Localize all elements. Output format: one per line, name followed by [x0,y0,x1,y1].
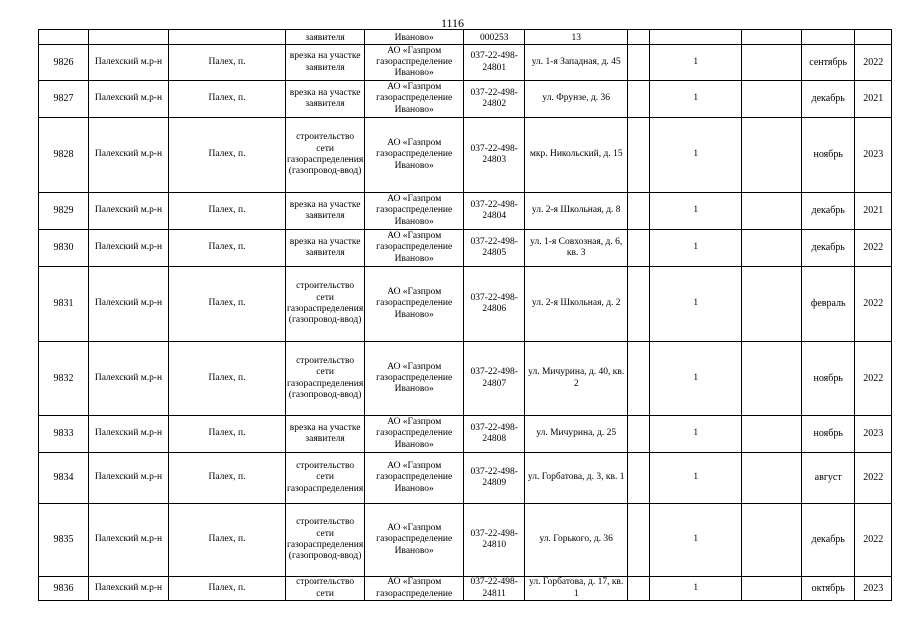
cell-settlement: Палех, п. [169,193,286,230]
cell-year: 2023 [855,118,892,193]
table-row [39,81,892,118]
cell-settlement [169,30,286,45]
cell-district: Палехский м.р-н [89,118,169,193]
cell-qty: 1 [650,504,742,577]
cell-org: АО «Газпром газораспределение Иваново» [365,504,464,577]
cell-blank [628,504,650,577]
cell-org: АО «Газпром газораспределение Иваново» [365,342,464,416]
cell-settlement: Палех, п. [169,230,286,267]
cell-district: Палехский м.р-н [89,416,169,453]
cell-address: ул. 1-я Совхозная, д. 6, кв. 3 [525,230,628,267]
cell-id: 9835 [39,504,89,577]
cell-settlement: Палех, п. [169,577,286,601]
cell-blank [742,416,802,453]
cell-district: Палехский м.р-н [89,81,169,118]
cell-settlement: Палех, п. [169,267,286,342]
cell-work-type: строительство сети газораспределения (газопровод-ввод) [286,267,365,342]
cell-year: 2022 [855,45,892,81]
cell-org: АО «Газпром газораспределение Иваново» [365,453,464,504]
cell-work-type: строительство сети газораспределения (газопровод-ввод) [286,504,365,577]
cell-code: 037-22-498-24807 [464,342,525,416]
cell-district: Палехский м.р-н [89,577,169,601]
cell-id: 9832 [39,342,89,416]
cell-code: 037-22-498-24808 [464,416,525,453]
cell-blank [628,416,650,453]
cell-blank [742,577,802,601]
cell-code: 037-22-498-24810 [464,504,525,577]
cell-district: Палехский м.р-н [89,453,169,504]
cell-settlement: Палех, п. [169,45,286,81]
cell-qty: 1 [650,453,742,504]
cell-settlement: Палех, п. [169,81,286,118]
cell-id: 9831 [39,267,89,342]
cell-blank [628,118,650,193]
cell-month: август [802,453,855,504]
cell-blank [742,504,802,577]
cell-blank [628,193,650,230]
cell-blank [628,45,650,81]
cell-district: Палехский м.р-н [89,267,169,342]
cell-month: сентябрь [802,45,855,81]
cell-address: мкр. Никольский, д. 15 [525,118,628,193]
cell-address: ул. Фрунзе, д. 36 [525,81,628,118]
cell-settlement: Палех, п. [169,504,286,577]
cell-address: ул. 2-я Школьная, д. 8 [525,193,628,230]
cell-district: Палехский м.р-н [89,45,169,81]
cell-month: февраль [802,267,855,342]
cell-address: 13 [525,30,628,45]
cell-blank [628,230,650,267]
cell-district [89,30,169,45]
cell-blank [628,81,650,118]
cell-address: ул. Мичурина, д. 25 [525,416,628,453]
cell-id: 9829 [39,193,89,230]
cell-district: Палехский м.р-н [89,230,169,267]
cell-month: декабрь [802,193,855,230]
cell-code: 037-22-498-24802 [464,81,525,118]
cell-work-type: строительство сети газораспределения [286,453,365,504]
cell-work-type: строительство сети [286,577,365,601]
cell-work-type: строительство сети газораспределения (газопровод-ввод) [286,118,365,193]
cell-blank [742,230,802,267]
cell-org: АО «Газпром газораспределение Иваново» [365,193,464,230]
cell-blank [742,267,802,342]
cell-district: Палехский м.р-н [89,342,169,416]
cell-year: 2023 [855,416,892,453]
cell-qty: 1 [650,118,742,193]
cell-blank [742,30,802,45]
cell-id: 9830 [39,230,89,267]
table-row [39,577,892,601]
cell-org: АО «Газпром газораспределение Иваново» [365,267,464,342]
cell-id: 9833 [39,416,89,453]
cell-qty: 1 [650,230,742,267]
cell-settlement: Палех, п. [169,416,286,453]
cell-qty: 1 [650,267,742,342]
cell-id: 9827 [39,81,89,118]
cell-blank [742,453,802,504]
cell-blank [628,342,650,416]
table-row [39,504,892,577]
cell-work-type: строительство сети газораспределения (газопровод-ввод) [286,342,365,416]
cell-blank [742,45,802,81]
cell-blank [742,118,802,193]
cell-code: 037-22-498-24801 [464,45,525,81]
registry-table [38,29,892,601]
cell-address: ул. 1-я Западная, д. 45 [525,45,628,81]
cell-work-type: заявителя [286,30,365,45]
cell-code: 037-22-498-24804 [464,193,525,230]
cell-month: декабрь [802,81,855,118]
cell-blank [628,577,650,601]
cell-code: 037-22-498-24811 [464,577,525,601]
cell-blank [742,81,802,118]
cell-year [855,30,892,45]
cell-address: ул. Горбатова, д. 3, кв. 1 [525,453,628,504]
cell-blank [628,267,650,342]
cell-id: 9828 [39,118,89,193]
cell-qty: 1 [650,342,742,416]
cell-blank [742,193,802,230]
table-row [39,45,892,81]
cell-org: Иваново» [365,30,464,45]
cell-month [802,30,855,45]
cell-year: 2021 [855,81,892,118]
cell-month: декабрь [802,230,855,267]
table-row [39,118,892,193]
cell-org: АО «Газпром газораспределение Иваново» [365,45,464,81]
cell-blank [628,30,650,45]
cell-address: ул. Горбатова, д. 17, кв. 1 [525,577,628,601]
page-number: 1116 [440,16,465,30]
cell-settlement: Палех, п. [169,453,286,504]
cell-blank [628,453,650,504]
cell-district: Палехский м.р-н [89,193,169,230]
cell-qty: 1 [650,193,742,230]
cell-year: 2021 [855,193,892,230]
cell-year: 2022 [855,267,892,342]
cell-code: 037-22-498-24806 [464,267,525,342]
table-row [39,230,892,267]
cell-qty [650,30,742,45]
cell-qty: 1 [650,416,742,453]
table-row [39,453,892,504]
cell-blank [742,342,802,416]
cell-month: ноябрь [802,118,855,193]
cell-qty: 1 [650,45,742,81]
table-row [39,193,892,230]
table-row [39,416,892,453]
cell-address: ул. Горького, д. 36 [525,504,628,577]
cell-district: Палехский м.р-н [89,504,169,577]
cell-year: 2023 [855,577,892,601]
cell-org: АО «Газпром газораспределение [365,577,464,601]
cell-org: АО «Газпром газораспределение Иваново» [365,416,464,453]
cell-work-type: врезка на участке заявителя [286,230,365,267]
cell-year: 2022 [855,230,892,267]
cell-year: 2022 [855,504,892,577]
cell-code: 037-22-498-24803 [464,118,525,193]
cell-org: АО «Газпром газораспределение Иваново» [365,230,464,267]
cell-settlement: Палех, п. [169,118,286,193]
cell-year: 2022 [855,342,892,416]
cell-code: 037-22-498-24805 [464,230,525,267]
cell-code: 000253 [464,30,525,45]
cell-work-type: врезка на участке заявителя [286,45,365,81]
cell-qty: 1 [650,81,742,118]
cell-address: ул. 2-я Школьная, д. 2 [525,267,628,342]
cell-id: 9834 [39,453,89,504]
cell-month: октябрь [802,577,855,601]
cell-code: 037-22-498-24809 [464,453,525,504]
cell-org: АО «Газпром газораспределение Иваново» [365,118,464,193]
table-row [39,267,892,342]
cell-month: ноябрь [802,342,855,416]
cell-address: ул. Мичурина, д. 40, кв. 2 [525,342,628,416]
cell-year: 2022 [855,453,892,504]
cell-work-type: врезка на участке заявителя [286,416,365,453]
cell-month: декабрь [802,504,855,577]
cell-work-type: врезка на участке заявителя [286,193,365,230]
cell-settlement: Палех, п. [169,342,286,416]
cell-id: 9836 [39,577,89,601]
cell-id: 9826 [39,45,89,81]
table-row [39,342,892,416]
cell-work-type: врезка на участке заявителя [286,81,365,118]
cell-qty: 1 [650,577,742,601]
table-row-continued [39,30,892,45]
cell-id [39,30,89,45]
cell-month: ноябрь [802,416,855,453]
cell-org: АО «Газпром газораспределение Иваново» [365,81,464,118]
